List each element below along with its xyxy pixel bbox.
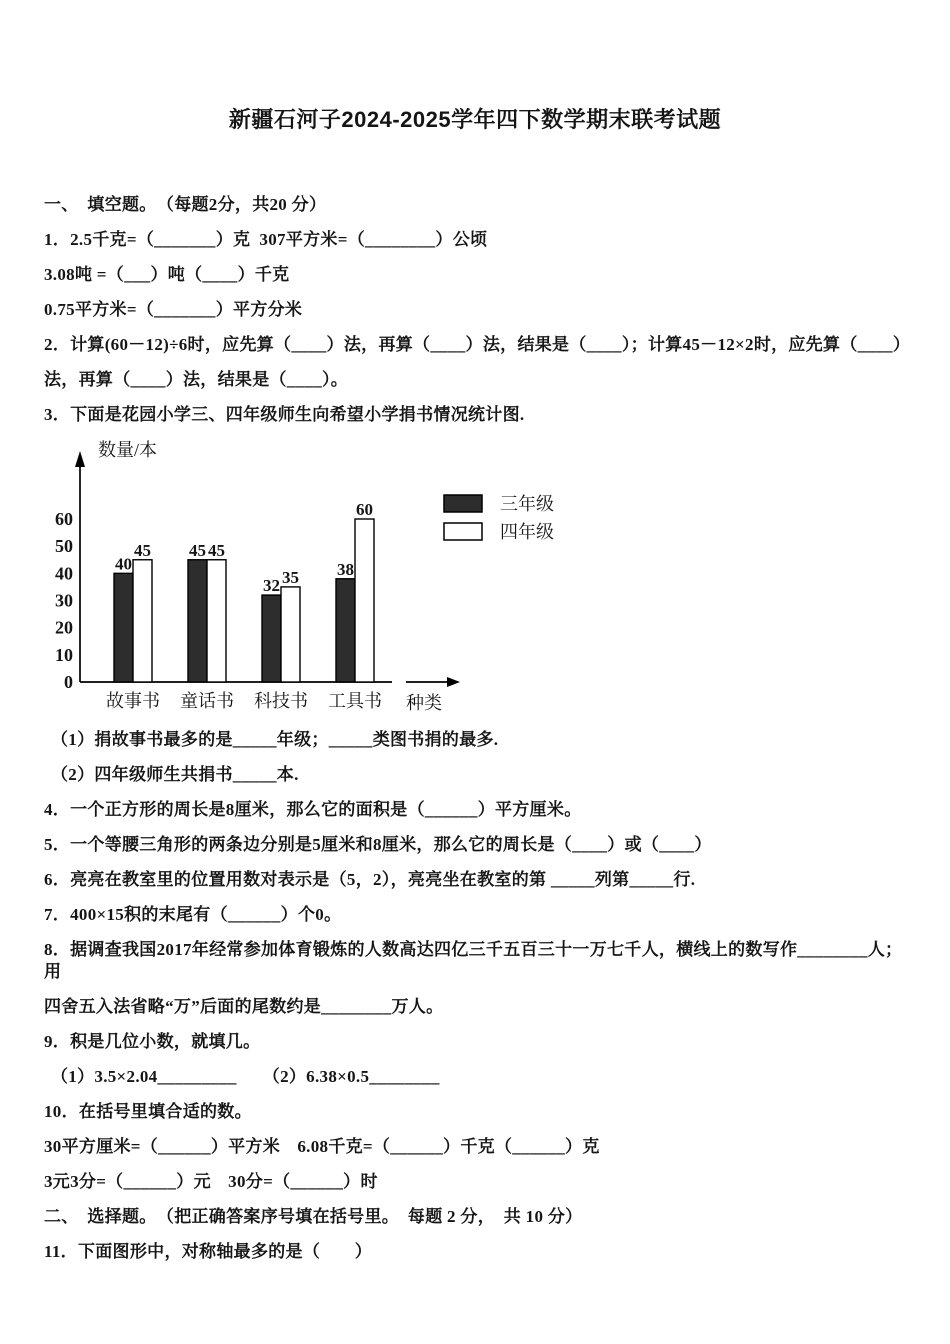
question-6: 6．亮亮在教室里的位置用数对表示是（5，2），亮亮坐在教室的第 _____列第_____行. <box>44 870 696 889</box>
bar-value-label: 45 <box>189 540 206 560</box>
question-1-line-2: 3.08吨 =（___）吨（____）千克 <box>44 265 290 284</box>
donation-bar-chart <box>50 439 580 717</box>
question-3-intro: 3．下面是花园小学三、四年级师生向希望小学捐书情况统计图. <box>44 405 525 424</box>
legend-swatch-四年级 <box>444 523 482 540</box>
question-10: 10．在括号里填合适的数。 <box>44 1102 252 1121</box>
y-tick-label: 10 <box>55 644 73 665</box>
bar-三年级-工具书 <box>336 579 355 682</box>
question-10-line-1: 30平方厘米=（______）平方米 6.08千克=（______）千克（______）克 <box>44 1137 600 1156</box>
section-fill-heading: 一、 填空题。 （每题2分，共20 分） <box>44 195 327 214</box>
question-8-line-1: 8．据调查我国2017年经常参加体育锻炼的人数高达四亿三千五百三十一万七千人，横线上的数写作________人；用 <box>44 940 903 981</box>
bar-四年级-工具书 <box>355 519 374 682</box>
question-10-line-2: 3元3分=（______）元 30分=（______）时 <box>44 1172 378 1191</box>
bar-value-label: 45 <box>208 540 225 560</box>
question-2-line-1: 2．计算(60－12)÷6时，应先算（____）法，再算（____）法，结果是（____）；计算45－12×2时，应先算（____） <box>44 335 911 354</box>
bar-三年级-故事书 <box>114 573 133 682</box>
y-tick-label: 0 <box>64 672 73 692</box>
x-category-label: 工具书 <box>328 691 382 711</box>
question-8-line-2: 四舍五入法省略“万”后面的尾数约是________万人。 <box>44 997 444 1016</box>
question-4: 4．一个正方形的周长是8厘米，那么它的面积是（______）平方厘米。 <box>44 800 582 819</box>
x-category-label: 童话书 <box>180 691 234 711</box>
bar-value-label: 40 <box>115 554 132 574</box>
legend-swatch-三年级 <box>444 495 482 512</box>
x-axis-title: 种类 <box>406 693 442 713</box>
bar-四年级-童话书 <box>207 560 226 682</box>
question-3-sub-1: （1）捐故事书最多的是_____年级；_____类图书捐的最多. <box>51 730 499 749</box>
x-category-label: 科技书 <box>254 691 308 711</box>
page-title: 新疆石河子2024-2025学年四下数学期末联考试题 <box>228 107 722 132</box>
y-tick-label: 20 <box>55 617 73 638</box>
question-7: 7．400×15积的末尾有（______）个0。 <box>44 905 342 924</box>
y-tick-label: 30 <box>55 590 73 611</box>
legend-label: 三年级 <box>500 494 554 514</box>
question-1-line-3: 0.75平方米=（_______）平方分米 <box>44 300 303 319</box>
bar-value-label: 45 <box>134 540 151 560</box>
question-1-line-1: 1．2.5千克=（_______）克 307平方米=（________）公顷 <box>44 230 488 249</box>
y-axis-title: 数量/本 <box>98 440 158 460</box>
question-3-sub-2: （2）四年级师生共捐书_____本. <box>51 765 299 784</box>
bar-chart-canvas <box>50 439 580 717</box>
bar-value-label: 35 <box>282 567 299 587</box>
bar-value-label: 60 <box>356 500 373 519</box>
bar-三年级-科技书 <box>262 595 281 682</box>
bar-value-label: 32 <box>263 576 280 596</box>
legend-label: 四年级 <box>500 522 554 542</box>
y-tick-label: 50 <box>55 536 73 557</box>
bar-三年级-童话书 <box>188 560 207 682</box>
y-axis-arrow <box>75 451 85 467</box>
question-5: 5．一个等腰三角形的两条边分别是5厘米和8厘米，那么它的周长是（____）或（____） <box>44 835 712 854</box>
x-category-label: 故事书 <box>106 691 160 711</box>
question-9-sub: （1）3.5×2.04_________ （2）6.38×0.5________ <box>51 1067 440 1086</box>
question-2-line-2: 法，再算（____）法，结果是（____）。 <box>44 370 349 389</box>
question-11: 11．下面图形中，对称轴最多的是（ ） <box>44 1242 373 1261</box>
y-tick-label: 60 <box>55 509 73 529</box>
section-choice-heading: 二、 选择题。 （把正确答案序号填在括号里。 每题 2 分， 共 10 分） <box>44 1207 583 1226</box>
bar-四年级-科技书 <box>281 587 300 682</box>
question-9: 9．积是几位小数，就填几。 <box>44 1032 261 1051</box>
x-axis-arrow <box>447 677 460 687</box>
bar-四年级-故事书 <box>133 560 152 682</box>
bar-value-label: 38 <box>337 559 354 579</box>
y-tick-label: 40 <box>55 563 73 584</box>
